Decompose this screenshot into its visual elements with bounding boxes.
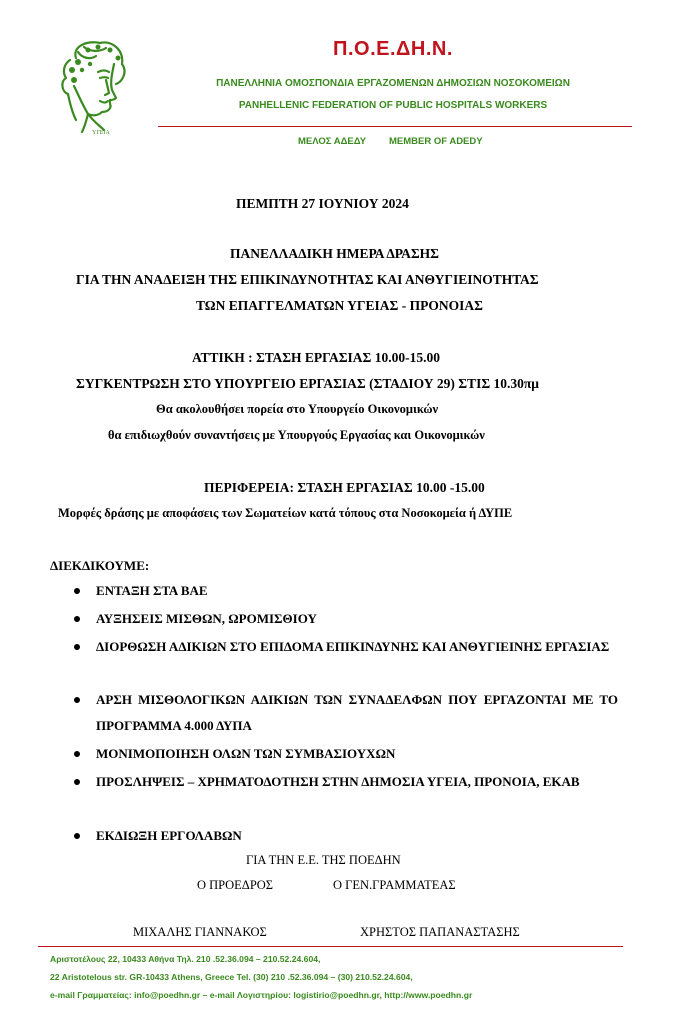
classical-head-logo (54, 38, 132, 136)
signature-for-line: ΓΙΑ ΤΗΝ Ε.Ε. ΤΗΣ ΠΟΕΔΗΝ (246, 853, 401, 867)
title-line-3: ΤΩΝ ΕΠΑΓΓΕΛΜΑΤΩΝ ΥΓΕΙΑΣ - ΠΡΟΝΟΙΑΣ (196, 298, 483, 313)
attica-march-line: Θα ακολουθήσει πορεία στο Υπουργείο Οικονομικών (156, 402, 439, 416)
event-date: ΠΕΜΠΤΗ 27 ΙΟΥΝΙΟΥ 2024 (236, 196, 409, 211)
claim-item: ΔΙΟΡΘΩΣΗ ΑΔΙΚΙΩΝ ΣΤΟ ΕΠΙΔΟΜΑ ΕΠΙΚΙΝΔΥΝΗΣ ΚΑΙ ΑΝΘΥΓΙΕΙΝΗΣ ΕΡΓΑΣΙΑΣ (96, 639, 610, 654)
attica-meetings-line: θα επιδιωχθούν συναντήσεις με Υπουργούς Εργασίας και Οικονομικών (108, 428, 485, 442)
claim-item: ΜΟΝΙΜΟΠΟΙΗΣΗ ΟΛΩΝ ΤΩΝ ΣΥΜΒΑΣΙΟΥΧΩΝ (96, 746, 396, 761)
bullet-icon (74, 779, 80, 785)
claim-item: ΑΥΞΗΣΕΙΣ ΜΙΣΘΩΝ, ΩΡΟΜΙΣΘΙΟΥ (96, 611, 317, 626)
footer-divider (38, 946, 623, 947)
bullet-icon (74, 697, 80, 703)
claim-item: ΕΝΤΑΞΗ ΣΤΑ ΒΑΕ (96, 583, 208, 598)
bullet-icon (74, 644, 80, 650)
org-name-greek: ΠΑΝΕΛΛΗΝΙΑ ΟΜΟΣΠΟΝΔΙΑ ΕΡΓΑΖΟΜΕΝΩΝ ΔΗΜΟΣΙΩΝ ΝΟΣΟΚΟΜΕΙΩΝ (216, 78, 570, 89)
footer-contacts: e-mail Γραμματείας: info@poedhn.gr – e-mail Λογιστηρίου: logistirio@poedhn.gr, http://www.poedhn.gr (50, 990, 473, 1000)
region-actions-line: Μορφές δράσης με αποφάσεις των Σωματείων κατά τόπους στα Νοσοκομεία ή ΔΥΠΕ (58, 506, 513, 520)
title-line-1: ΠΑΝΕΛΛΑΔΙΚΗ ΗΜΕΡΑ ΔΡΑΣΗΣ (230, 246, 439, 261)
member-label-english: MEMBER OF ADEDY (389, 136, 483, 147)
attica-gathering-line: ΣΥΓΚΕΝΤΡΩΣΗ ΣΤΟ ΥΠΟΥΡΓΕΙΟ ΕΡΓΑΣΙΑΣ (ΣΤΑΔΙΟΥ 29) ΣΤΙΣ 10.30πμ (76, 376, 539, 391)
title-line-2: ΓΙΑ ΤΗΝ ΑΝΑΔΕΙΞΗ ΤΗΣ ΕΠΙΚΙΝΔΥΝΟΤΗΤΑΣ ΚΑΙ ΑΝΘΥΓΙΕΙΝΟΤΗΤΑΣ (76, 272, 539, 287)
header-divider (158, 126, 632, 127)
claim-item: ΑΡΣΗ ΜΙΣΘΟΛΟΓΙΚΩΝ ΑΔΙΚΙΩΝ ΤΩΝ ΣΥΝΑΔΕΛΦΩΝ ΠΟΥ ΕΡΓΑΖΟΝΤΑΙ ΜΕ ΤΟ ΠΡΟΓΡΑΜΜΑ 4.000 ΔΥΠΑ (96, 692, 618, 733)
svg-text:ΥΓΕΙΑ: ΥΓΕΙΑ (92, 130, 110, 136)
footer-address-english: 22 Aristotelous str. GR-10433 Athens, Greece Tel. (30) 210 .52.36.094 – (30) 210.52.24.604, (50, 972, 413, 982)
footer-address-greek: Αριστοτέλους 22, 10433 Αθήνα Τηλ. 210 .52.36.094 – 210.52.24.604, (50, 954, 321, 964)
region-strike-line: ΠΕΡΙΦΕΡΕΙΑ: ΣΤΑΣΗ ΕΡΓΑΣΙΑΣ 10.00 -15.00 (204, 480, 485, 495)
bullet-icon (74, 751, 80, 757)
member-label-greek: ΜΕΛΟΣ ΑΔΕΔΥ (298, 136, 367, 147)
president-title: Ο ΠΡΟΕΔΡΟΣ (197, 878, 274, 892)
org-acronym: Π.Ο.Ε.ΔΗ.Ν. (333, 38, 453, 60)
attica-strike-line: ΑΤΤΙΚΗ : ΣΤΑΣΗ ΕΡΓΑΣΙΑΣ 10.00-15.00 (192, 350, 441, 365)
bullet-icon (74, 833, 80, 839)
president-name: ΜΙΧΑΛΗΣ ΓΙΑΝΝΑΚΟΣ (133, 925, 267, 939)
secretary-title: Ο ΓΕΝ.ΓΡΑΜΜΑΤΕΑΣ (333, 878, 456, 892)
claim-item: ΠΡΟΣΛΗΨΕΙΣ – ΧΡΗΜΑΤΟΔΟΤΗΣΗ ΣΤΗΝ ΔΗΜΟΣΙΑ ΥΓΕΙΑ, ΠΡΟΝΟΙΑ, ΕΚΑΒ (96, 774, 580, 789)
bullet-icon (74, 588, 80, 594)
secretary-name: ΧΡΗΣΤΟΣ ΠΑΠΑΝΑΣΤΑΣΗΣ (360, 925, 520, 939)
bullet-icon (74, 616, 80, 622)
claim-item: ΕΚΔΙΩΞΗ ΕΡΓΟΛΑΒΩΝ (96, 828, 242, 843)
org-name-english: PANHELLENIC FEDERATION OF PUBLIC HOSPITALS WORKERS (238, 100, 548, 111)
claims-heading: ΔΙΕΚΔΙΚΟΥΜΕ: (50, 558, 150, 573)
